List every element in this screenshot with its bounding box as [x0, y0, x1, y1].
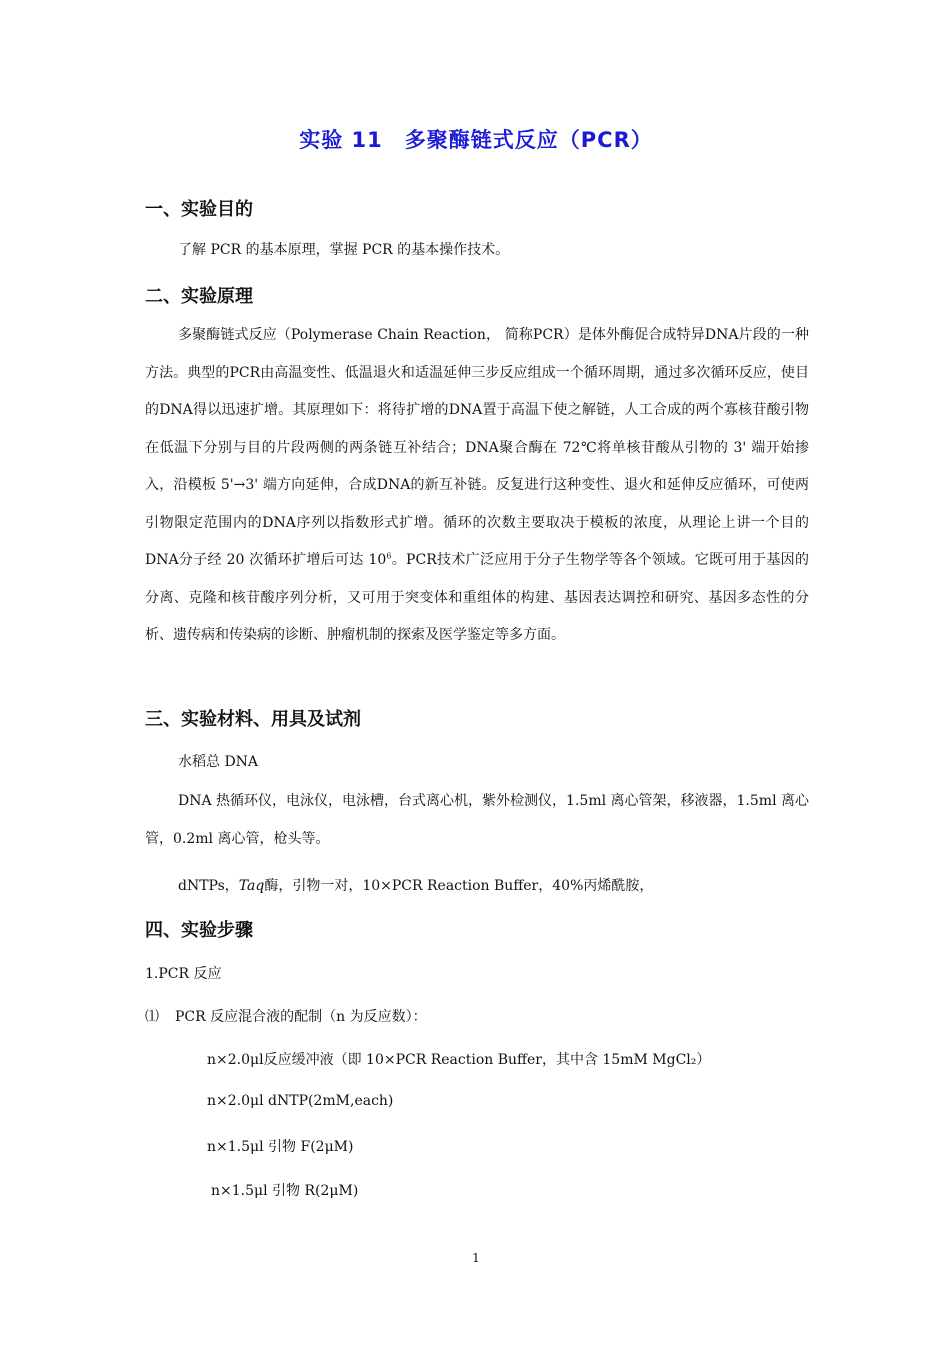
mix-item: n×2.0μl dNTP(2mM,each)	[207, 1093, 394, 1109]
step-1-title: 1.PCR 反应	[145, 966, 222, 982]
reagents-text-b: 酶，引物一对，10×PCR Reaction Buffer，40%丙烯酰胺，	[264, 878, 654, 894]
page-number: 1	[472, 1251, 480, 1265]
principle-text-b: 。PCR技术广泛应用于分子生物学等各个领域。它既可用于基因的分离、克隆和核苷酸序列分析，又可用于突变体和重组体的构建、基因表达调控和研究、基因多态性的分析、遗传病和传染病的诊断、肿瘤机制的探索及医学鉴定等多方面。	[145, 552, 809, 643]
section-heading-steps: 四、实验步骤	[145, 920, 253, 941]
principle-paragraph	[145, 317, 809, 655]
taq-text: Taq	[238, 878, 265, 894]
substep-1-number: ⑴	[145, 1009, 159, 1025]
principle-superscript: 6	[386, 551, 392, 561]
equipment-paragraph: DNA 热循环仪，电泳仪，电泳槽，台式离心机，紫外检测仪，1.5ml 离心管架，移液器，1.5ml 离心管，0.2ml 离心管，枪头等。	[145, 793, 809, 847]
purpose-text: 了解 PCR 的基本原理，掌握 PCR 的基本操作技术。	[178, 242, 510, 258]
mix-item: n×1.5μl 引物 F(2μM)	[207, 1139, 354, 1155]
substep-1	[145, 1006, 427, 1026]
section-heading-purpose: 一、实验目的	[145, 199, 253, 220]
section-heading-materials: 三、实验材料、用具及试剂	[145, 709, 361, 730]
mix-item: n×2.0μl反应缓冲液（即 10×PCR Reaction Buffer，其中含 15mM MgCl₂）	[207, 1052, 711, 1068]
page-title: 实验 11 多聚酶链式反应（PCR）	[299, 128, 653, 152]
section-heading-principle: 二、实验原理	[145, 286, 253, 307]
materials-text: 水稻总 DNA	[178, 754, 259, 770]
mix-item: n×1.5μl 引物 R(2μM)	[211, 1183, 359, 1199]
principle-text-a: 多聚酶链式反应（Polymerase Chain Reaction， 简称PCR）是体外酶促合成特异DNA片段的一种方法。典型的PCR由高温变性、低温退火和适温延伸三步反应组成一个循环周期，通过多次循环反应，使目的DNA得以迅速扩增。其原理如下：将待扩增的DNA置于高温下使之解链，人工合成的两个寡核苷酸引物在低温下分别与目的片段两侧的两条链互补结合；DNA聚合酶在 72℃将单核苷酸从引物的 3' 端开始掺入，沿模板 5'→3' 端方向延伸，合成DNA的新互补链。反复进行这种变性、退火和延伸反应循环，可使两引物限定范围内的DNA序列以指数形式扩增。循环的次数主要取决于模板的浓度，从理论上讲一个目的DNA分子经 20 次循环扩增后可达 10	[145, 327, 809, 568]
substep-1-text: PCR 反应混合液的配制（n 为反应数）：	[175, 1009, 427, 1025]
reagents-line	[178, 875, 653, 895]
reagents-text-a: dNTPs，	[178, 878, 239, 894]
